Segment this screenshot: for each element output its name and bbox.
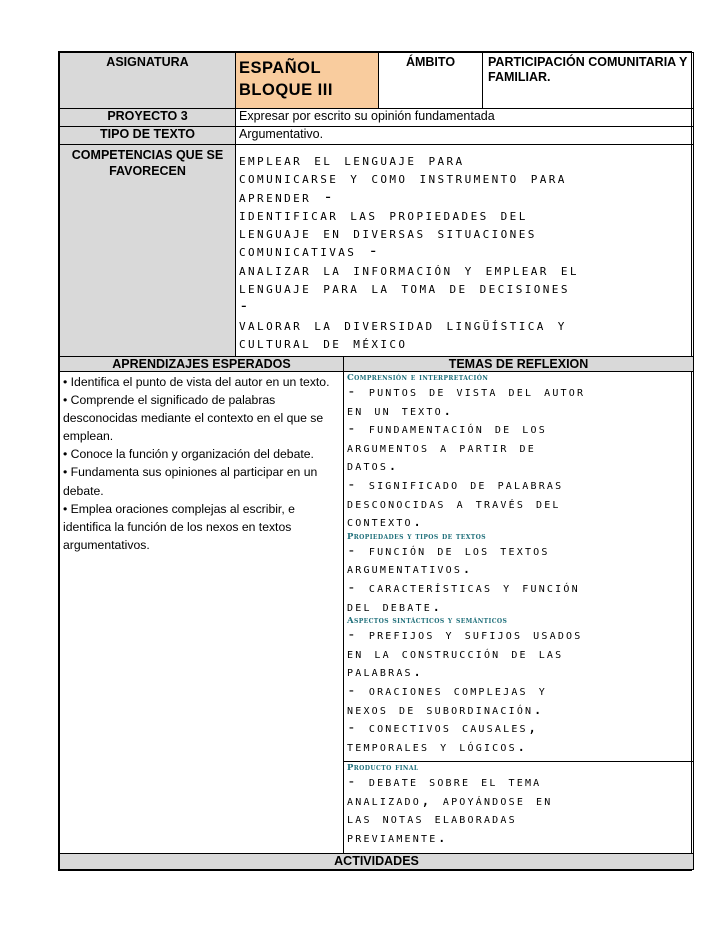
topic-line: desconocidas a través del — [347, 495, 561, 512]
topic-line: - función de los textos — [347, 542, 550, 559]
competency-line: aprender - — [239, 186, 336, 206]
topic-line: en la construcción de las — [347, 645, 564, 662]
topic-line: - puntos de vista del autor — [347, 384, 586, 400]
text-type-value: Argumentativo. — [236, 127, 694, 145]
subject-name: ESPAÑOL — [239, 59, 322, 77]
topic-line: nexos de subordinación. — [347, 701, 545, 718]
competency-line: identificar las propiedades del — [239, 204, 528, 224]
topic-line: - significado de palabras — [347, 476, 564, 493]
topic-line: temporales y lógicos. — [347, 738, 528, 755]
competency-line: emplear el lenguaje para — [239, 150, 465, 169]
text-type-label: TIPO DE TEXTO — [60, 127, 236, 145]
competencies-list — [236, 145, 694, 357]
learning-item: • Identifica el punto de vista del autor en un texto. — [63, 375, 330, 389]
competencies-label: COMPETENCIAS QUE SE FAVORECEN — [60, 145, 236, 357]
topic-section-title: Comprensión e interpretación — [347, 373, 489, 383]
lesson-plan-table — [58, 51, 692, 871]
product-title: Producto final — [347, 763, 419, 773]
subject-cell — [236, 53, 379, 109]
learning-item: • Comprende el significado de palabras desconocidas mediante el contexto en el que se emplean. — [63, 393, 324, 444]
learning-item: • Fundamenta sus opiniones al participar en un debate. — [63, 465, 318, 498]
topics-heading: TEMAS DE REFLEXION — [344, 357, 694, 372]
topic-line: en un texto. — [347, 402, 454, 419]
competency-line: valorar la diversidad lingüística y — [239, 314, 567, 334]
product-line: - debate sobre el tema — [347, 774, 542, 790]
competency-line: analizar la información y emplear el — [239, 259, 579, 279]
topic-line: - conectivos causales, — [347, 720, 539, 737]
topics-cell — [344, 372, 694, 762]
asignatura-label: ASIGNATURA — [60, 53, 236, 109]
competency-line: lenguaje en diversas situaciones — [239, 223, 537, 243]
competency-line: - — [239, 296, 252, 316]
product-line: analizado, apoyándose en — [347, 792, 553, 809]
subject-block: BLOQUE III — [239, 81, 333, 99]
competency-line: cultural de méxico — [239, 332, 408, 352]
learning-heading: APRENDIZAJES ESPERADOS — [60, 357, 344, 372]
topic-line: - prefijos y sufijos usados — [347, 627, 583, 644]
learning-item: • Emplea oraciones complejas al escribir, e identifica la función de los nexos en textos argumentativos. — [63, 501, 295, 552]
topic-section-title: Propiedades y tipos de textos — [347, 531, 487, 542]
ambito-value: PARTICIPACIÓN COMUNITARIA Y FAMILIAR. — [483, 53, 694, 109]
topic-line: - fundamentación de los — [347, 421, 547, 438]
topic-line: contexto. — [347, 514, 424, 531]
topic-line: datos. — [347, 458, 400, 475]
product-line: las notas elaboradas — [347, 811, 517, 828]
topic-section-title: Aspectos sintácticos y semánticos — [347, 616, 508, 627]
topic-line: - características y función — [347, 579, 580, 596]
competency-line: comunicativas - — [239, 241, 381, 261]
ambito-label: ÁMBITO — [379, 53, 483, 109]
topic-line: - oraciones complejas y — [347, 682, 547, 699]
topic-line: argumentos a partir de — [347, 439, 536, 456]
topic-line: del debate. — [347, 598, 443, 615]
learning-item: • Conoce la función y organización del debate. — [63, 447, 314, 462]
activities-heading: ACTIVIDADES — [60, 854, 694, 870]
project-label: PROYECTO 3 — [60, 109, 236, 127]
topic-line: palabras. — [347, 664, 424, 681]
competency-line: lenguaje para la toma de decisiones — [239, 278, 570, 298]
project-value: Expresar por escrito su opinión fundamentada — [236, 109, 694, 127]
competency-line: comunicarse y como instrumento para — [239, 168, 567, 188]
product-cell — [344, 762, 694, 854]
topic-line: argumentativos. — [347, 561, 474, 578]
learning-list — [60, 372, 344, 854]
product-line: previamente. — [347, 829, 449, 846]
